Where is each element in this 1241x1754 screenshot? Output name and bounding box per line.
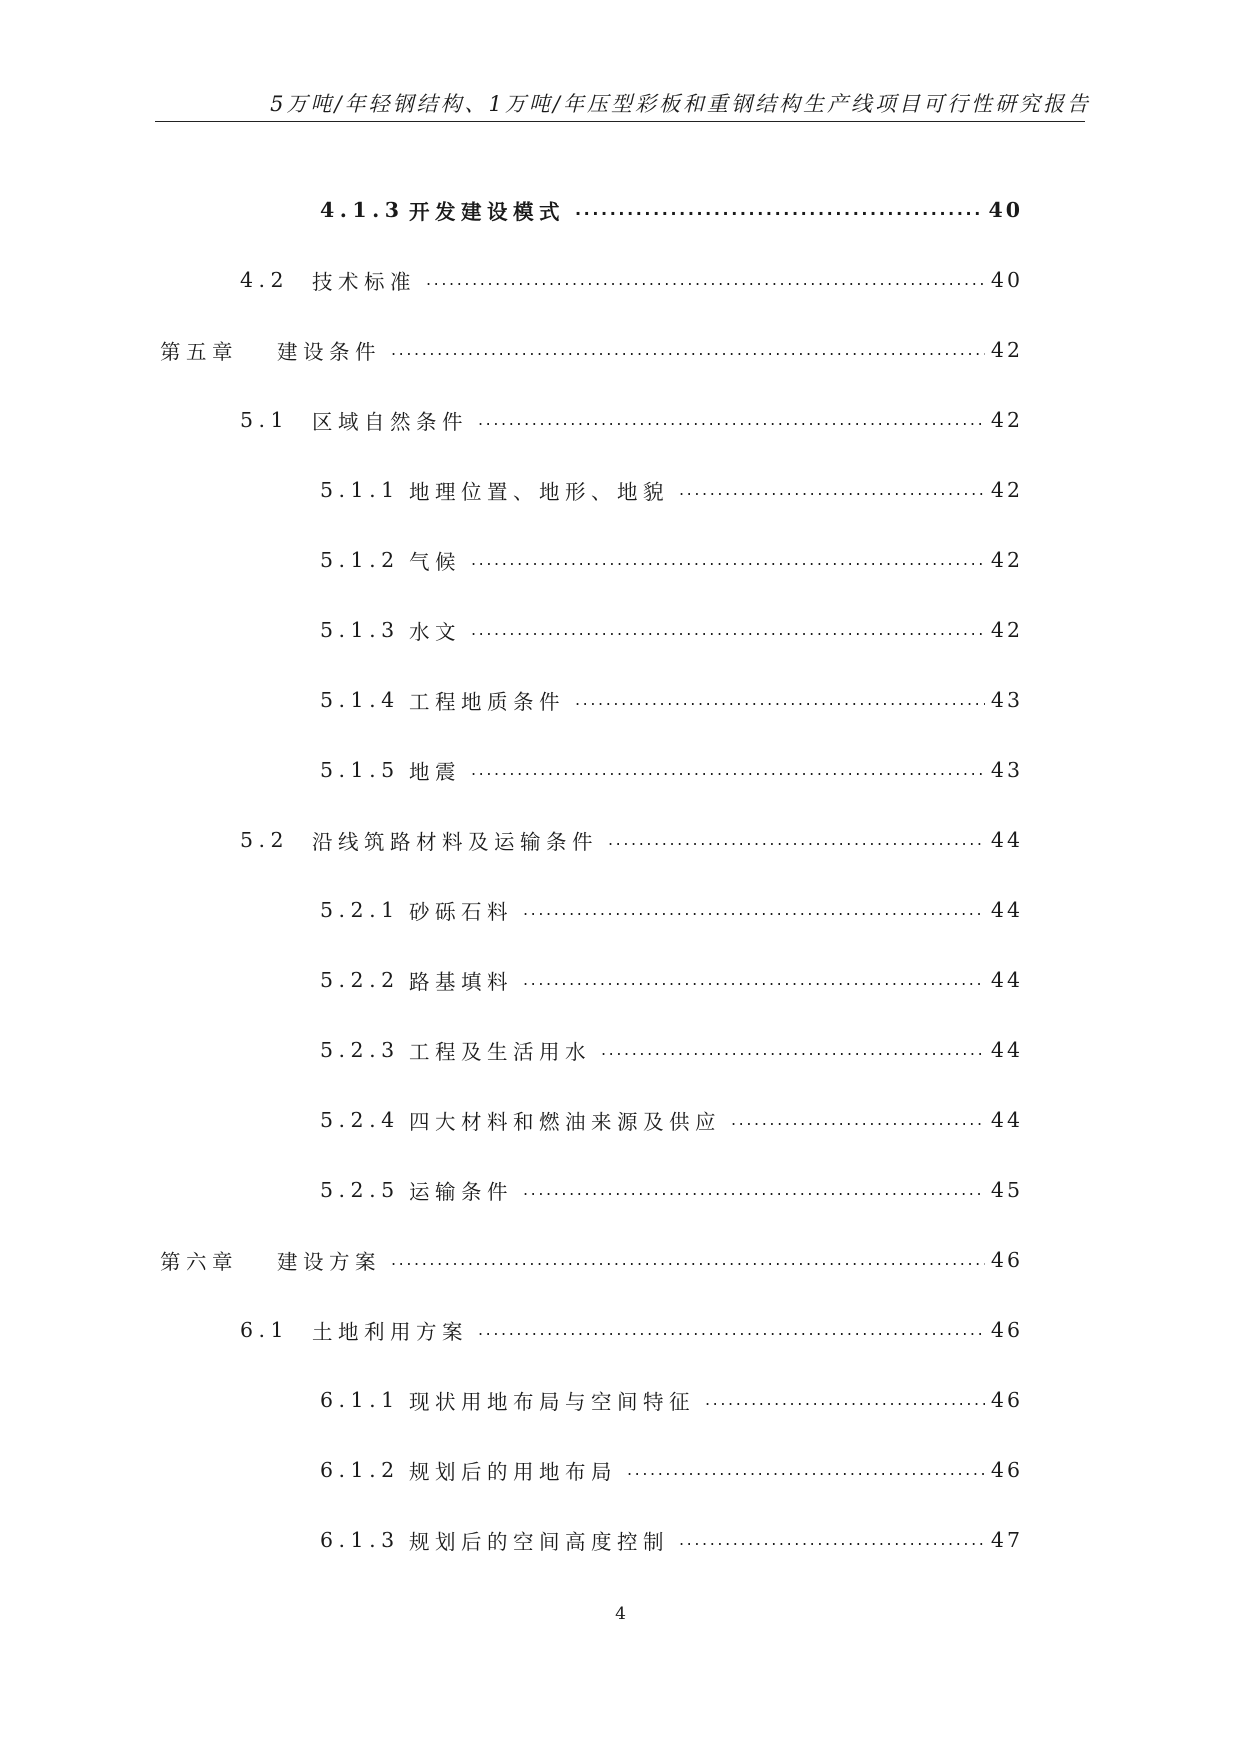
toc-dot-leader [471, 613, 985, 647]
toc-entry-6-1-3[interactable] [320, 1523, 1023, 1557]
toc-entry-4-2[interactable] [240, 263, 1023, 297]
toc-dot-leader [575, 683, 985, 717]
toc-dot-leader [523, 963, 985, 997]
toc-entry-page: 42 [990, 618, 1023, 642]
toc-entry-title: 路基填料 [409, 970, 513, 994]
toc-entry-page: 42 [990, 478, 1023, 502]
toc-entry-page: 44 [990, 828, 1023, 852]
toc-entry-number: 6.1.1 [320, 1388, 400, 1412]
toc-entry-number: 5.1.2 [320, 548, 400, 572]
toc-dot-leader [478, 403, 985, 437]
toc-entry-number: 第六章 [160, 1250, 238, 1274]
toc-entry-title: 气候 [409, 550, 461, 574]
toc-entry-chapter-6[interactable] [160, 1243, 1023, 1277]
toc-entry-5-1-2[interactable] [320, 543, 1023, 577]
toc-entry-page: 44 [990, 968, 1023, 992]
toc-dot-leader [601, 1033, 985, 1067]
toc-entry-title: 建设条件 [277, 340, 381, 364]
toc-entry-page: 43 [990, 758, 1023, 782]
toc-dot-leader [426, 263, 985, 297]
toc-entry-number: 5.1.1 [320, 478, 400, 502]
toc-entry-number: 4.2 [240, 268, 290, 292]
toc-entry-5-2-2[interactable] [320, 963, 1023, 997]
toc-entry-5-1-4[interactable] [320, 683, 1023, 717]
toc-dot-leader [627, 1453, 985, 1487]
toc-dot-leader [679, 1523, 985, 1557]
toc-entry-chapter-5[interactable] [160, 333, 1023, 367]
toc-dot-leader [575, 193, 982, 227]
toc-entry-number: 6.1 [240, 1318, 290, 1342]
toc-entry-title: 四大材料和燃油来源及供应 [409, 1110, 721, 1134]
toc-entry-title: 技术标准 [312, 270, 416, 294]
toc-entry-number: 5.2.3 [320, 1038, 400, 1062]
toc-entry-title: 规划后的用地布局 [409, 1460, 617, 1484]
toc-entry-title: 沿线筑路材料及运输条件 [312, 830, 598, 854]
toc-dot-leader [471, 753, 985, 787]
toc-entry-page: 42 [990, 408, 1023, 432]
toc-entry-number: 5.2.2 [320, 968, 400, 992]
toc-entry-number: 5.1 [240, 408, 290, 432]
toc-dot-leader [478, 1313, 985, 1347]
toc-entry-page: 46 [990, 1388, 1023, 1412]
page-number: 4 [615, 1604, 626, 1624]
toc-dot-leader [705, 1383, 985, 1417]
toc-entry-page: 46 [990, 1318, 1023, 1342]
toc-entry-number: 5.1.4 [320, 688, 400, 712]
toc-entry-5-2-4[interactable] [320, 1103, 1023, 1137]
toc-entry-5-1[interactable] [240, 403, 1023, 437]
toc-dot-leader [391, 333, 985, 367]
toc-entry-title: 规划后的空间高度控制 [409, 1530, 669, 1554]
toc-entry-5-2-5[interactable] [320, 1173, 1023, 1207]
toc-entry-5-1-5[interactable] [320, 753, 1023, 787]
toc-dot-leader [523, 1173, 985, 1207]
toc-entry-number: 第五章 [160, 340, 238, 364]
toc-entry-5-2[interactable] [240, 823, 1023, 857]
toc-entry-number: 5.1.3 [320, 618, 400, 642]
toc-entry-page: 46 [990, 1458, 1023, 1482]
toc-entry-5-2-1[interactable] [320, 893, 1023, 927]
toc-entry-page: 42 [990, 548, 1023, 572]
toc-entry-page: 40 [990, 268, 1023, 292]
toc-entry-title: 水文 [409, 620, 461, 644]
toc-entry-number: 5.2.1 [320, 898, 400, 922]
toc-entry-title: 土地利用方案 [312, 1320, 468, 1344]
toc-dot-leader [608, 823, 985, 857]
toc-entry-number: 5.2.4 [320, 1108, 400, 1132]
document-title: 5万吨/年轻钢结构、1万吨/年压型彩板和重钢结构生产线项目可行性研究报告 [270, 92, 1091, 116]
toc-entry-page: 45 [990, 1178, 1023, 1202]
toc-entry-title: 区域自然条件 [312, 410, 468, 434]
toc-dot-leader [523, 893, 985, 927]
toc-entry-title: 工程及生活用水 [409, 1040, 591, 1064]
toc-dot-leader [391, 1243, 985, 1277]
toc-entry-4-1-3[interactable] [320, 193, 1023, 227]
toc-entry-5-1-1[interactable] [320, 473, 1023, 507]
toc-entry-page: 44 [990, 1108, 1023, 1132]
toc-entry-title: 地震 [409, 760, 461, 784]
toc-dot-leader [471, 543, 985, 577]
toc-entry-number: 5.1.5 [320, 758, 400, 782]
toc-entry-number: 6.1.3 [320, 1528, 400, 1552]
toc-entry-6-1[interactable] [240, 1313, 1023, 1347]
toc-entry-page: 43 [990, 688, 1023, 712]
toc-entry-title: 工程地质条件 [409, 690, 565, 714]
toc-entry-title: 运输条件 [409, 1180, 513, 1204]
toc-entry-page: 42 [990, 338, 1023, 362]
toc-entry-page: 40 [988, 198, 1023, 222]
toc-entry-6-1-1[interactable] [320, 1383, 1023, 1417]
toc-entry-page: 47 [990, 1528, 1023, 1552]
toc-entry-page: 46 [990, 1248, 1023, 1272]
toc-entry-title: 建设方案 [277, 1250, 381, 1274]
toc-entry-title: 现状用地布局与空间特征 [409, 1390, 695, 1414]
toc-entry-title: 开发建设模式 [409, 200, 565, 224]
toc-dot-leader [731, 1103, 985, 1137]
toc-entry-title: 砂砾石料 [409, 900, 513, 924]
toc-entry-number: 4.1.3 [320, 198, 405, 222]
toc-entry-number: 6.1.2 [320, 1458, 400, 1482]
toc-entry-number: 5.2 [240, 828, 290, 852]
toc-entry-page: 44 [990, 898, 1023, 922]
toc-entry-5-1-3[interactable] [320, 613, 1023, 647]
toc-dot-leader [679, 473, 985, 507]
toc-entry-6-1-2[interactable] [320, 1453, 1023, 1487]
toc-entry-title: 地理位置、地形、地貌 [409, 480, 669, 504]
toc-entry-number: 5.2.5 [320, 1178, 400, 1202]
toc-entry-page: 44 [990, 1038, 1023, 1062]
toc-entry-5-2-3[interactable] [320, 1033, 1023, 1067]
